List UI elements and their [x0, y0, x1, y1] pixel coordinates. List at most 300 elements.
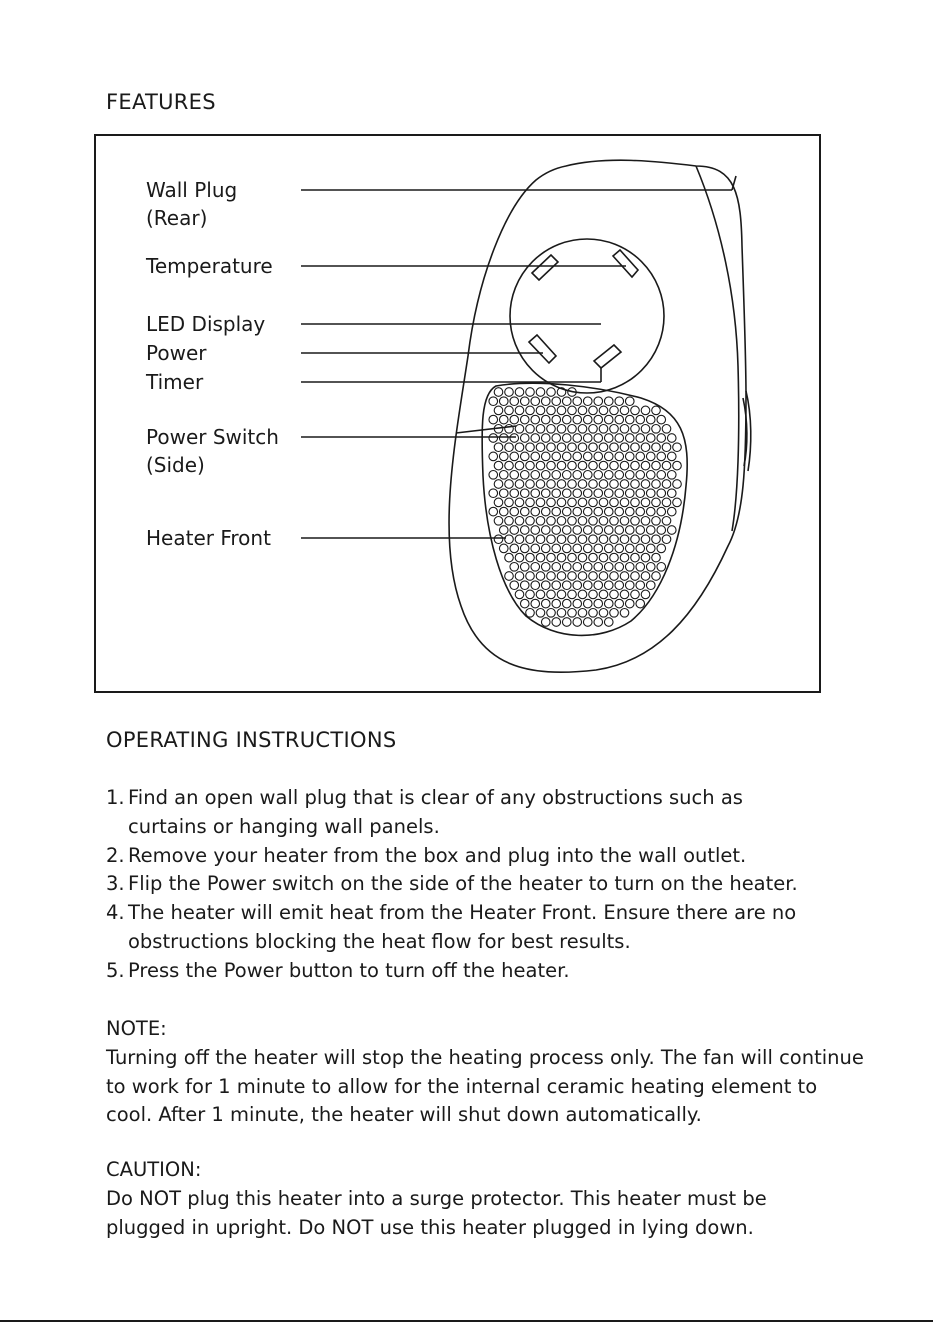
- grille-hole: [641, 443, 650, 452]
- grille-hole: [641, 517, 650, 526]
- grille-hole: [625, 471, 634, 480]
- grille-hole: [568, 498, 577, 507]
- grille-hole: [499, 507, 508, 516]
- grille-hole: [631, 590, 640, 599]
- label-power: Power: [146, 341, 207, 365]
- grille-hole: [557, 590, 566, 599]
- grille-hole: [646, 452, 655, 461]
- grille-hole: [557, 517, 566, 526]
- grille-hole: [583, 618, 592, 627]
- grille-hole: [494, 535, 503, 544]
- grille-hole: [515, 461, 524, 470]
- grille-hole: [652, 406, 661, 415]
- grille-hole: [510, 489, 519, 498]
- grille-hole: [562, 452, 571, 461]
- grille-hole: [599, 480, 608, 489]
- grille-hole: [667, 452, 676, 461]
- grille-hole: [557, 443, 566, 452]
- grille-hole: [515, 406, 524, 415]
- grille-hole: [620, 498, 629, 507]
- grille-hole: [578, 553, 587, 562]
- grille-hole: [599, 406, 608, 415]
- grille-hole: [631, 425, 640, 434]
- grille-hole: [657, 471, 666, 480]
- grille-hole: [505, 425, 514, 434]
- grille-hole: [631, 517, 640, 526]
- step-text: The heater will emit heat from the Heater Front. Ensure there are no obstructions blocking the heat flow for best results.: [128, 901, 797, 953]
- features-diagram-box: [94, 134, 821, 693]
- grille-hole: [541, 489, 550, 498]
- label-power-switch: Power Switch (Side): [146, 425, 279, 477]
- grille-hole: [594, 507, 603, 516]
- grille-hole: [594, 415, 603, 424]
- grille-hole: [562, 489, 571, 498]
- grille-hole: [499, 452, 508, 461]
- grille-hole: [610, 535, 619, 544]
- grille-hole: [547, 517, 556, 526]
- grille-hole: [505, 517, 514, 526]
- grille-hole: [604, 434, 613, 443]
- grille-hole: [552, 452, 561, 461]
- step-text: Remove your heater from the box and plug into the wall outlet.: [128, 843, 747, 867]
- grille-hole: [610, 590, 619, 599]
- grille-hole: [589, 590, 598, 599]
- grille-hole: [620, 572, 629, 581]
- grille-hole: [557, 535, 566, 544]
- grille-hole: [499, 544, 508, 553]
- step-text: Flip the Power switch on the side of the heater to turn on the heater.: [128, 872, 798, 896]
- grille-hole: [515, 553, 524, 562]
- power-button: [529, 335, 556, 363]
- grille-hole: [526, 498, 535, 507]
- grille-hole: [594, 599, 603, 608]
- grille-hole: [505, 498, 514, 507]
- grille-hole: [583, 452, 592, 461]
- instruction-step: [106, 957, 866, 986]
- grille-hole: [515, 388, 524, 397]
- grille-hole: [652, 443, 661, 452]
- grille-hole: [568, 609, 577, 618]
- step-number: 4.: [106, 901, 125, 925]
- heater-illustration: [96, 136, 821, 693]
- grille-hole: [594, 452, 603, 461]
- grille-hole: [536, 480, 545, 489]
- grille-hole: [620, 609, 629, 618]
- grille-hole: [615, 415, 624, 424]
- grille-hole: [641, 461, 650, 470]
- grille-hole: [578, 572, 587, 581]
- temperature-button-right: [613, 250, 638, 277]
- operating-instructions-heading: OPERATING INSTRUCTIONS: [106, 728, 397, 752]
- grille-hole: [547, 461, 556, 470]
- timer-button: [594, 345, 621, 368]
- grille-hole: [646, 489, 655, 498]
- grille-hole: [499, 415, 508, 424]
- grille-hole: [604, 507, 613, 516]
- grille-hole: [573, 599, 582, 608]
- step-text: Find an open wall plug that is clear of any obstructions such as curtains or hanging wall panels.: [128, 786, 743, 838]
- grille-hole: [505, 461, 514, 470]
- grille-hole: [520, 526, 529, 535]
- grille-hole: [578, 498, 587, 507]
- grille-hole: [589, 461, 598, 470]
- grille-hole: [583, 415, 592, 424]
- grille-hole: [526, 590, 535, 599]
- grille-hole: [604, 471, 613, 480]
- grille-hole: [526, 443, 535, 452]
- grille-hole: [573, 471, 582, 480]
- grille-hole: [568, 535, 577, 544]
- grille-hole: [652, 553, 661, 562]
- grille-hole: [625, 526, 634, 535]
- grille-hole: [536, 461, 545, 470]
- grille-hole: [604, 581, 613, 590]
- grille-hole: [526, 609, 535, 618]
- grille-hole: [578, 517, 587, 526]
- grille-hole: [552, 489, 561, 498]
- instruction-step: [106, 870, 866, 899]
- grille-hole: [520, 434, 529, 443]
- grille-hole: [557, 480, 566, 489]
- grille-hole: [604, 452, 613, 461]
- grille-hole: [594, 581, 603, 590]
- grille-hole: [615, 544, 624, 553]
- grille-hole: [568, 590, 577, 599]
- grille-hole: [583, 507, 592, 516]
- grille-hole: [547, 425, 556, 434]
- grille-hole: [541, 452, 550, 461]
- grille-hole: [610, 609, 619, 618]
- grille-hole: [499, 489, 508, 498]
- grille-hole: [599, 461, 608, 470]
- instruction-step: [106, 899, 866, 957]
- grille-hole: [589, 535, 598, 544]
- grille-hole: [573, 415, 582, 424]
- grille-hole: [547, 572, 556, 581]
- grille-hole: [520, 415, 529, 424]
- grille-hole: [526, 461, 535, 470]
- grille-hole: [510, 471, 519, 480]
- grille-hole: [578, 535, 587, 544]
- grille-hole: [568, 406, 577, 415]
- grille-hole: [599, 572, 608, 581]
- grille-hole: [594, 526, 603, 535]
- grille-hole: [610, 443, 619, 452]
- grille-hole: [636, 471, 645, 480]
- grille-hole: [541, 618, 550, 627]
- grille-hole: [515, 535, 524, 544]
- label-heater-front: Heater Front: [146, 526, 271, 550]
- grille-hole: [604, 618, 613, 627]
- grille-hole: [526, 572, 535, 581]
- grille-hole: [526, 480, 535, 489]
- grille-hole: [646, 581, 655, 590]
- grille-hole: [499, 471, 508, 480]
- grille-hole: [620, 480, 629, 489]
- grille-hole: [515, 480, 524, 489]
- grille-hole: [531, 563, 540, 572]
- grille-hole: [657, 415, 666, 424]
- grille-hole: [657, 526, 666, 535]
- grille-hole: [520, 599, 529, 608]
- grille-hole: [547, 590, 556, 599]
- grille-hole: [610, 480, 619, 489]
- step-number: 5.: [106, 958, 125, 982]
- grille-hole: [505, 553, 514, 562]
- grille-hole: [610, 553, 619, 562]
- grille-hole: [505, 443, 514, 452]
- grille-hole: [641, 553, 650, 562]
- grille-hole: [568, 443, 577, 452]
- label-temperature: Temperature: [146, 254, 273, 278]
- grille-hole: [641, 480, 650, 489]
- instruction-step: [106, 784, 866, 842]
- grille-hole: [636, 526, 645, 535]
- grille-hole: [594, 471, 603, 480]
- grille-hole: [552, 581, 561, 590]
- grille-hole: [499, 526, 508, 535]
- grille-hole: [536, 609, 545, 618]
- grille-hole: [531, 526, 540, 535]
- grille-hole: [547, 553, 556, 562]
- grille-hole: [625, 397, 634, 406]
- grille-hole: [615, 434, 624, 443]
- grille-hole: [652, 572, 661, 581]
- grille-hole: [578, 590, 587, 599]
- grille-hole: [599, 443, 608, 452]
- grille-hole: [515, 425, 524, 434]
- grille-hole: [494, 480, 503, 489]
- grille-hole: [515, 498, 524, 507]
- grille-hole: [531, 415, 540, 424]
- grille-hole: [568, 480, 577, 489]
- grille-hole: [531, 471, 540, 480]
- grille-hole: [636, 452, 645, 461]
- grille-hole: [568, 461, 577, 470]
- grille-hole: [604, 563, 613, 572]
- grille-hole: [583, 489, 592, 498]
- grille-hole: [599, 609, 608, 618]
- grille-hole: [573, 489, 582, 498]
- grille-hole: [604, 526, 613, 535]
- step-number: 2.: [106, 843, 125, 867]
- grille-hole: [620, 553, 629, 562]
- grille-hole: [610, 517, 619, 526]
- grille-hole: [562, 507, 571, 516]
- grille-hole: [510, 397, 519, 406]
- grille-hole: [541, 415, 550, 424]
- instruction-steps: [106, 784, 866, 986]
- note-title: NOTE:: [106, 1017, 167, 1040]
- grille-hole: [536, 443, 545, 452]
- grille-hole: [536, 517, 545, 526]
- grille-hole: [515, 572, 524, 581]
- grille-hole: [662, 443, 671, 452]
- grille-hole: [599, 553, 608, 562]
- grille-hole: [667, 434, 676, 443]
- grille-hole: [657, 544, 666, 553]
- caution-section: [106, 1156, 866, 1242]
- grille-hole: [646, 471, 655, 480]
- grille-hole: [662, 498, 671, 507]
- grille-hole: [625, 489, 634, 498]
- grille-hole: [547, 498, 556, 507]
- grille-hole: [578, 461, 587, 470]
- grille-hole: [625, 599, 634, 608]
- grille-hole: [562, 397, 571, 406]
- grille-hole: [615, 452, 624, 461]
- grille-hole: [636, 581, 645, 590]
- label-timer: Timer: [146, 370, 204, 394]
- grille-hole: [636, 415, 645, 424]
- grille-hole: [589, 517, 598, 526]
- grille-hole: [526, 406, 535, 415]
- grille-hole: [557, 461, 566, 470]
- grille-hole: [620, 517, 629, 526]
- grille-hole: [547, 443, 556, 452]
- grille-hole: [505, 406, 514, 415]
- grille-hole: [489, 397, 498, 406]
- grille-hole: [631, 461, 640, 470]
- grille-hole: [552, 434, 561, 443]
- grille-hole: [531, 452, 540, 461]
- grille-hole: [494, 498, 503, 507]
- step-number: 3.: [106, 872, 125, 896]
- grille-hole: [652, 480, 661, 489]
- grille-hole: [505, 572, 514, 581]
- grille-hole: [536, 388, 545, 397]
- grille-hole: [541, 563, 550, 572]
- grille-hole: [615, 397, 624, 406]
- grille-hole: [510, 581, 519, 590]
- grille-hole: [662, 425, 671, 434]
- grille-hole: [610, 406, 619, 415]
- grille-hole: [610, 461, 619, 470]
- grille-hole: [610, 425, 619, 434]
- grille-hole: [562, 544, 571, 553]
- grille-hole: [625, 581, 634, 590]
- grille-hole: [531, 581, 540, 590]
- grille-hole: [646, 415, 655, 424]
- grille-hole: [604, 415, 613, 424]
- grille-hole: [562, 618, 571, 627]
- grille-hole: [667, 471, 676, 480]
- grille-hole: [494, 461, 503, 470]
- grille-hole: [510, 452, 519, 461]
- grille-hole: [520, 507, 529, 516]
- grille-hole: [652, 535, 661, 544]
- grille-hole: [615, 599, 624, 608]
- grille-hole: [552, 599, 561, 608]
- grille-hole: [636, 489, 645, 498]
- grille-hole: [552, 507, 561, 516]
- instruction-step: [106, 842, 866, 871]
- grille-hole: [547, 535, 556, 544]
- grille-hole: [594, 397, 603, 406]
- grille-hole: [568, 553, 577, 562]
- grille-hole: [499, 397, 508, 406]
- grille-hole: [547, 609, 556, 618]
- grille-hole: [589, 498, 598, 507]
- grille-hole: [615, 489, 624, 498]
- grille-hole: [568, 517, 577, 526]
- grille-hole: [594, 544, 603, 553]
- grille-hole: [573, 507, 582, 516]
- grille-hole: [557, 425, 566, 434]
- grille-hole: [615, 581, 624, 590]
- grille-hole: [636, 599, 645, 608]
- grille-hole: [667, 526, 676, 535]
- label-led-display: LED Display: [146, 312, 266, 336]
- grille-hole: [531, 434, 540, 443]
- caution-title: CAUTION:: [106, 1158, 202, 1181]
- grille-hole: [536, 572, 545, 581]
- grille-hole: [557, 406, 566, 415]
- grille-hole: [489, 434, 498, 443]
- grille-hole: [673, 461, 682, 470]
- grille-hole: [610, 572, 619, 581]
- grille-hole: [562, 581, 571, 590]
- grille-hole: [625, 415, 634, 424]
- grille-hole: [589, 443, 598, 452]
- grille-hole: [573, 434, 582, 443]
- grille-hole: [599, 517, 608, 526]
- grille-hole: [557, 553, 566, 562]
- grille-hole: [657, 507, 666, 516]
- grille-hole: [583, 397, 592, 406]
- grille-hole: [657, 563, 666, 572]
- grille-hole: [552, 526, 561, 535]
- grille-hole: [505, 388, 514, 397]
- grille-hole: [547, 388, 556, 397]
- grille-hole: [505, 535, 514, 544]
- grille-hole: [557, 572, 566, 581]
- grille-hole: [604, 397, 613, 406]
- grille-hole: [604, 489, 613, 498]
- grille-hole: [520, 563, 529, 572]
- grille-hole: [494, 443, 503, 452]
- grille-hole: [662, 517, 671, 526]
- grille-hole: [510, 563, 519, 572]
- grille-hole: [631, 498, 640, 507]
- grille-hole: [520, 581, 529, 590]
- grille-hole: [641, 572, 650, 581]
- grille-hole: [620, 535, 629, 544]
- grille-hole: [578, 480, 587, 489]
- grille-hole: [610, 498, 619, 507]
- grille-hole: [631, 480, 640, 489]
- grille-hole: [562, 471, 571, 480]
- grille-hole: [547, 406, 556, 415]
- grille-hole: [515, 517, 524, 526]
- grille-hole: [562, 599, 571, 608]
- grille-hole: [620, 590, 629, 599]
- grille-hole: [578, 425, 587, 434]
- grille-hole: [625, 544, 634, 553]
- grille-hole: [589, 553, 598, 562]
- heater-grille-holes: [489, 388, 681, 627]
- grille-hole: [594, 618, 603, 627]
- grille-hole: [583, 526, 592, 535]
- grille-hole: [583, 599, 592, 608]
- grille-hole: [526, 388, 535, 397]
- heater-side-edge: [696, 166, 739, 531]
- grille-hole: [594, 563, 603, 572]
- grille-hole: [541, 544, 550, 553]
- grille-hole: [510, 434, 519, 443]
- grille-hole: [594, 489, 603, 498]
- grille-hole: [578, 609, 587, 618]
